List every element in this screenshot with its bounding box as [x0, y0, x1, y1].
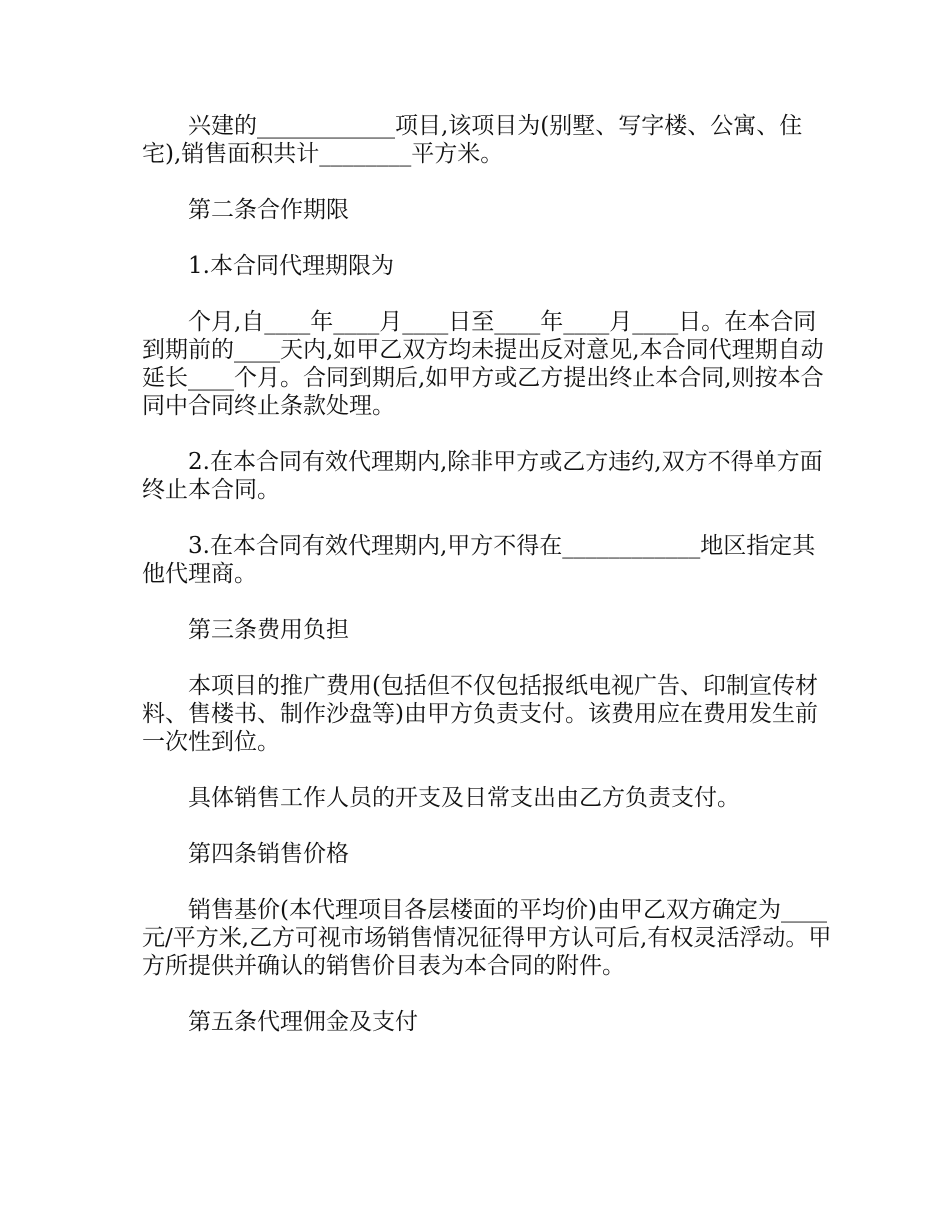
section-heading-expenses: 第三条费用负担	[188, 617, 349, 643]
paragraph-project-scope: 兴建的____________项目,该项目为(别墅、写字楼、公寓、住宅),销售面积共计________平方米。	[142, 113, 803, 167]
paragraph-promotion-costs: 本项目的推广费用(包括但不仅包括报纸电视广告、印制宣传材料、售楼书、制作沙盘等)由甲方负责支付。该费用应在费用发生前一次性到位。	[142, 673, 818, 755]
section-heading-sales-price: 第四条销售价格	[188, 841, 349, 867]
paragraph-term-3: 3.在本合同有效代理期内,甲方不得在____________地区指定其他代理商。	[142, 533, 816, 587]
document-body	[142, 112, 832, 1064]
paragraph-staff-costs: 具体销售工作人员的开支及日常支出由乙方负责支付。	[188, 785, 740, 811]
section-heading-commission: 第五条代理佣金及支付	[188, 1009, 418, 1035]
paragraph-term-period: 个月,自____年____月____日至____年____月____日。在本合同到期前的____天内,如甲乙双方均未提出反对意见,本合同代理期自动延长____个月。合同到期后,如甲方或乙方提出终止本合同,则按本合同中合同终止条款处理。	[142, 309, 824, 419]
paragraph-term-1: 1.本合同代理期限为	[188, 253, 394, 279]
paragraph-base-price: 销售基价(本代理项目各层楼面的平均价)由甲乙双方确定为____元/平方米,乙方可视市场销售情况征得甲方认可后,有权灵活浮动。甲方所提供并确认的销售价目表为本合同的附件。	[142, 897, 832, 979]
paragraph-term-2: 2.在本合同有效代理期内,除非甲方或乙方违约,双方不得单方面终止本合同。	[142, 449, 823, 503]
section-heading-cooperation-term: 第二条合作期限	[188, 197, 349, 223]
